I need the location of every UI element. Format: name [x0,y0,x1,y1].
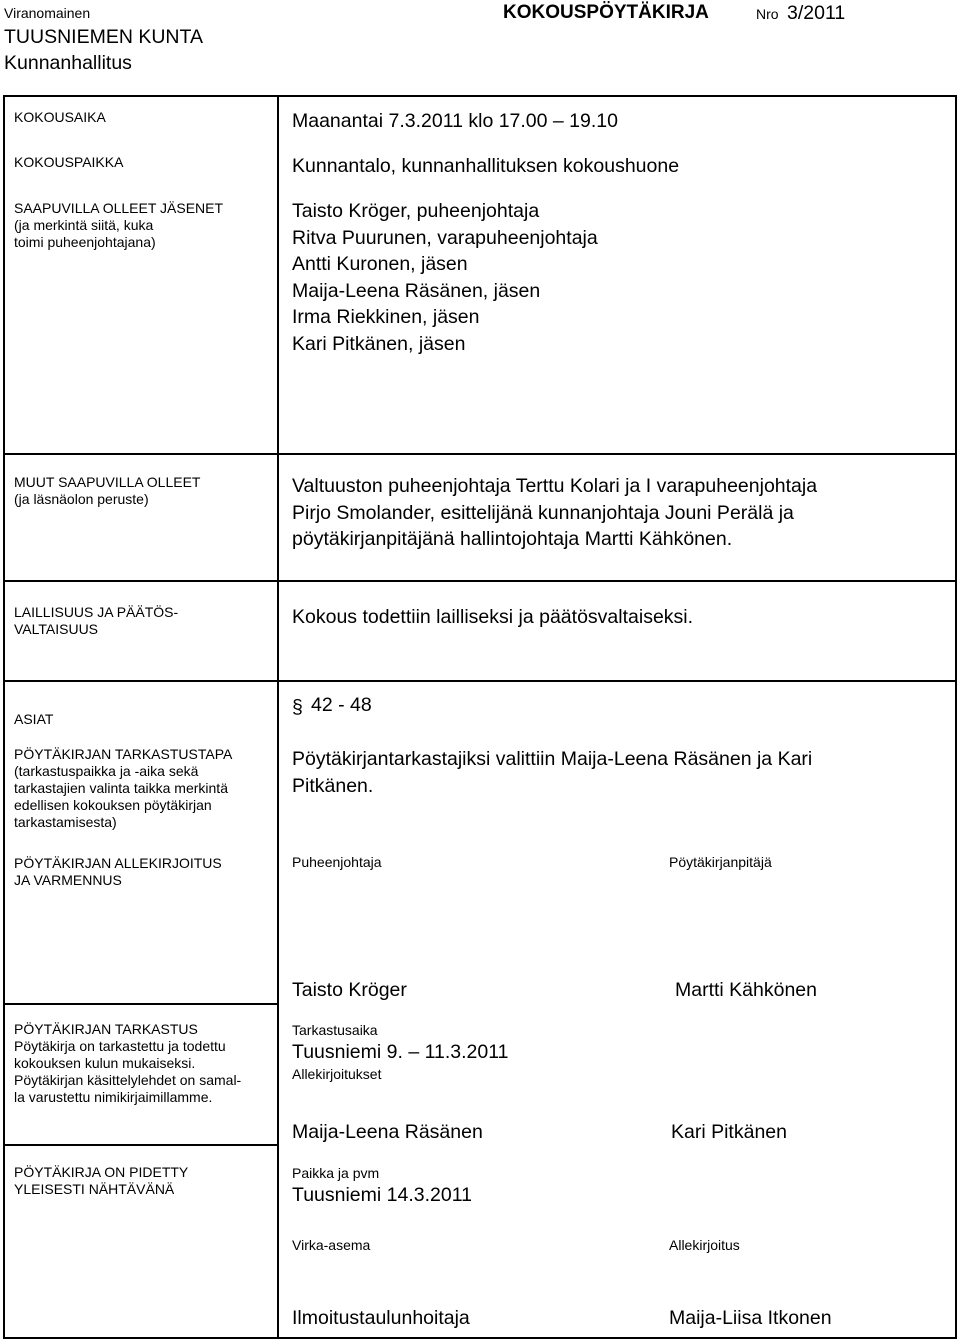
tarkastusaika-label: Tarkastusaika [292,1022,378,1038]
laillisuus-text: Kokous todettiin lailliseksi ja päätösvaltaiseksi. [292,606,694,628]
list-item: Ritva Puurunen, varapuheenjohtaja [292,226,598,249]
issuer-label: Viranomainen [4,5,91,21]
nahtavana-label: PÖYTÄKIRJA ON PIDETTY YLEISESTI NÄHTÄVÄNÄ [14,1164,189,1197]
allekirjoitukset-label: Allekirjoitukset [292,1066,382,1082]
asiat-label: ASIAT [14,711,54,727]
row-divider [3,680,957,682]
allekirjoittaja-name: Maija-Liisa Itkonen [669,1307,832,1329]
muut-label: MUUT SAAPUVILLA OLLEET (ja läsnäolon peruste) [14,474,201,507]
list-item: Kari Pitkänen, jäsen [292,332,466,355]
table-right-border [955,95,957,1339]
jasenet-label: SAAPUVILLA OLLEET JÄSENET (ja merkintä siitä, kuka toimi puheenjohtajana) [14,200,224,250]
list-item: Irma Riekkinen, jäsen [292,306,480,328]
org-name: TUUSNIEMEN KUNTA [4,26,203,48]
row-divider [3,1003,277,1005]
table-bottom-border [3,1337,957,1339]
column-divider [277,95,279,1339]
virka-asema-value: Ilmoitustaulunhoitaja [292,1307,470,1329]
virka-asema-label: Virka-asema [292,1237,371,1253]
nro-value: 3/2011 [787,2,846,24]
poytakirjanpitaja-name: Martti Kähkönen [675,979,817,1001]
muut-text: Valtuuston puheenjohtaja Terttu Kolari ja I varapuheenjohtaja Pirjo Smolander, esittelijänä kunnanjohtaja Jouni Perälä ja pöytäkirjanpitäjänä hallintojohtaja Martti Kähkönen. [292,475,818,550]
member-list [292,198,598,357]
doc-type: KOKOUSPÖYTÄKIRJA [503,2,709,23]
tarkastusaika-value: Tuusniemi 9. – 11.3.2011 [292,1041,509,1063]
list-item: Taisto Kröger, puheenjohtaja [292,200,540,222]
tarkastaja-name: Maija-Leena Räsänen [292,1121,483,1143]
row-divider [3,453,957,455]
paikka-pvm-label: Paikka ja pvm [292,1165,380,1181]
list-item: Maija-Leena Räsänen, jäsen [292,279,541,302]
tarkastus-label: PÖYTÄKIRJAN TARKASTUS Pöytäkirja on tarkastettu ja todettu kokouksen kulun mukaiseksi. Pöytäkirjan käsittelylehdet on samal- la varustettu nimikirjaimillamme. [14,1021,242,1105]
allekirjoitus-label: PÖYTÄKIRJAN ALLEKIRJOITUS JA VARMENNUS [14,855,222,888]
row-divider [3,580,957,582]
asiat-value: 42 - 48 [311,694,372,716]
tarkastustapa-text: Pöytäkirjantarkastajiksi valittiin Maija-Leena Räsänen ja Kari Pitkänen. [292,748,813,797]
tarkastustapa-label: PÖYTÄKIRJAN TARKASTUSTAPA (tarkastuspaikka ja -aika sekä tarkastajien valinta taikka merkintä edellisen kokouksen pöytäkirjan tarkastamisesta) [14,746,233,830]
paikka-pvm-value: Tuusniemi 14.3.2011 [292,1184,472,1206]
poytakirjanpitaja-label: Pöytäkirjanpitäjä [669,854,772,870]
nro-label: Nro [756,6,779,22]
table-top-border [3,95,957,97]
puheenjohtaja-label: Puheenjohtaja [292,854,382,870]
kokousaika-label: KOKOUSAIKA [14,109,106,125]
puheenjohtaja-name: Taisto Kröger [292,979,407,1001]
tarkastaja-name: Kari Pitkänen [671,1121,787,1143]
allekirjoitus-field-label: Allekirjoitus [669,1237,740,1253]
kokouspaikka-label: KOKOUSPAIKKA [14,154,124,170]
kokouspaikka-value: Kunnantalo, kunnanhallituksen kokoushuone [292,155,680,177]
kokousaika-value: Maanantai 7.3.2011 klo 17.00 – 19.10 [292,110,618,132]
list-item: Antti Kuronen, jäsen [292,253,468,275]
body-name: Kunnanhallitus [4,52,132,74]
table-left-border [3,95,5,1339]
row-divider [3,1144,277,1146]
section-symbol: § [292,696,303,718]
laillisuus-label: LAILLISUUS JA PÄÄTÖS- VALTAISUUS [14,604,179,637]
